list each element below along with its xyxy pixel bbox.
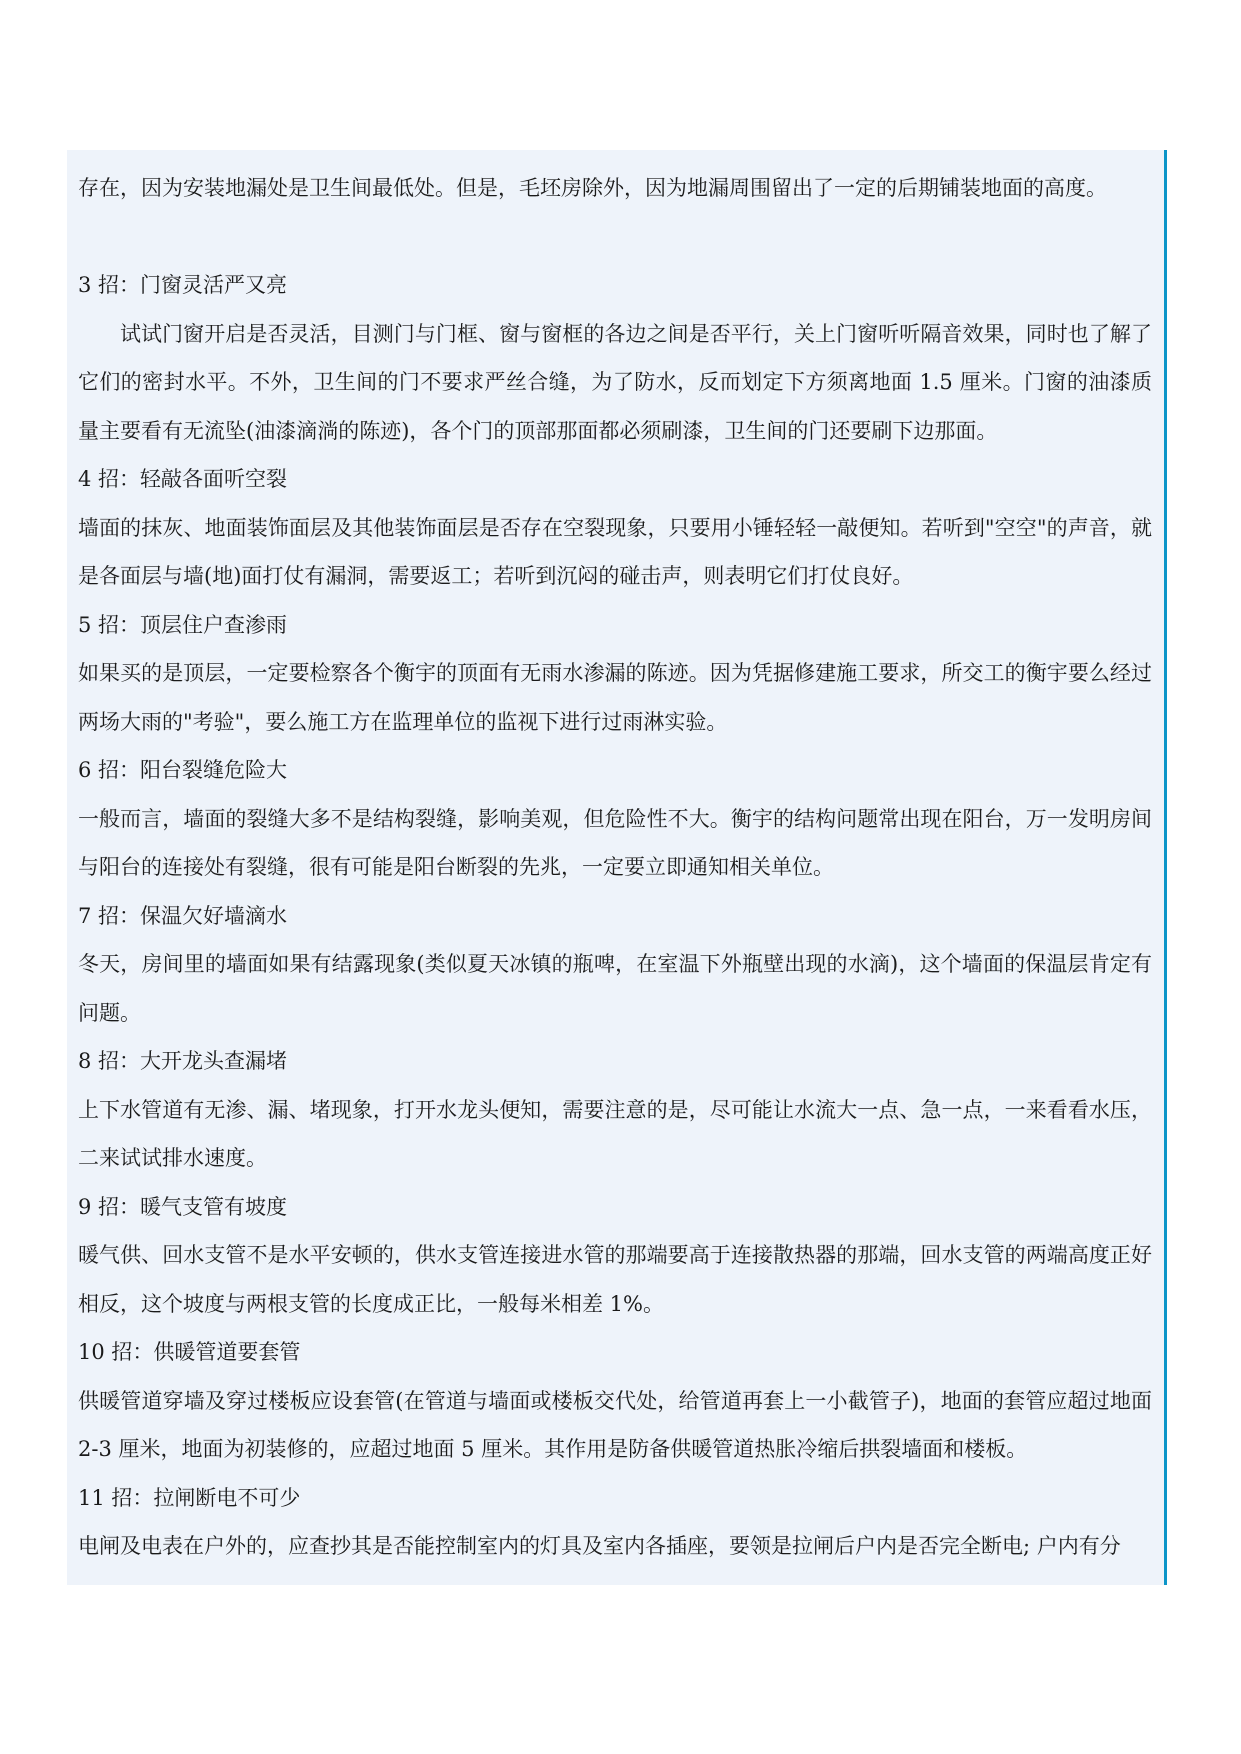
section-heading: 3 招：门窗灵活严又亮 <box>78 273 288 297</box>
section-heading: 11 招：拉闸断电不可少 <box>78 1485 301 1510</box>
section-heading: 9 招：暖气支管有坡度 <box>78 1194 288 1219</box>
section-paragraph: 上下水管道有无渗、漏、堵现象，打开水龙头便知，需要注意的是，尽可能让水流大一点、急一点，一来看看水压，二来试试排水速度。 <box>78 1097 1152 1170</box>
document-body <box>78 261 1152 1571</box>
section-paragraph: 暖气供、回水支管不是水平安顿的，供水支管连接进水管的那端要高于连接散热器的那端，回水支管的两端高度正好相反，这个坡度与两根支管的长度成正比，一般每米相差 1%。 <box>78 1243 1152 1316</box>
section-heading: 6 招：阳台裂缝危险大 <box>78 758 288 782</box>
section-heading: 5 招：顶层住户查渗雨 <box>78 612 288 637</box>
section-paragraph: 供暖管道穿墙及穿过楼板应设套管(在管道与墙面或楼板交代处，给管道再套上一小截管子)，地面的套管应超过地面 2-3 厘米，地面为初装修的，应超过地面 5 厘米。其作用是防备供暖管道热胀冷缩后拱裂墙面和楼板。 <box>78 1388 1152 1461</box>
section-paragraph: 一般而言，墙面的裂缝大多不是结构裂缝，影响美观，但危险性不大。衡宇的结构问题常出现在阳台，万一发明房间与阳台的连接处有裂缝，很有可能是阳台断裂的先兆，一定要立即通知相关单位。 <box>78 806 1152 879</box>
section-paragraph: 墙面的抹灰、地面装饰面层及其他装饰面层是否存在空裂现象，只要用小锤轻轻一敲便知。若听到"空空"的声音，就是各面层与墙(地)面打仗有漏洞，需要返工；若听到沉闷的碰击声，则表明它们打仗良好。 <box>78 515 1152 588</box>
intro-paragraph: 存在，因为安装地漏处是卫生间最低处。但是，毛坯房除外，因为地漏周围留出了一定的后期铺装地面的高度。 <box>78 176 1107 200</box>
document-content <box>67 150 1167 1585</box>
section-heading: 4 招：轻敲各面听空裂 <box>78 467 288 491</box>
section-paragraph: 试试门窗开启是否灵活，目测门与门框、窗与窗框的各边之间是否平行，关上门窗听听隔音效果，同时也了解了它们的密封水平。不外，卫生间的门不要求严丝合缝，为了防水，反而划定下方须离地面 1.5 厘米。门窗的油漆质量主要看有无流坠(油漆滴淌的陈迹)，各个门的顶部那面都必须刷漆，卫生间的门还要刷下边那面。 <box>78 321 1152 443</box>
section-paragraph: 冬天，房间里的墙面如果有结露现象(类似夏天冰镇的瓶啤，在室温下外瓶壁出现的水滴)，这个墙面的保温层肯定有问题。 <box>78 952 1152 1025</box>
section-paragraph: 如果买的是顶层，一定要检察各个衡宇的顶面有无雨水渗漏的陈迹。因为凭据修建施工要求，所交工的衡宇要么经过两场大雨的"考验"，要么施工方在监理单位的监视下进行过雨淋实验。 <box>78 661 1152 734</box>
section-paragraph: 电闸及电表在户外的，应查抄其是否能控制室内的灯具及室内各插座，要领是拉闸后户内是否完全断电; 户内有分 <box>78 1534 1121 1558</box>
section-heading: 7 招：保温欠好墙滴水 <box>78 903 288 928</box>
paragraph-spacer <box>78 213 1152 262</box>
section-heading: 8 招：大开龙头查漏堵 <box>78 1049 288 1073</box>
section-heading: 10 招：供暖管道要套管 <box>78 1340 301 1364</box>
